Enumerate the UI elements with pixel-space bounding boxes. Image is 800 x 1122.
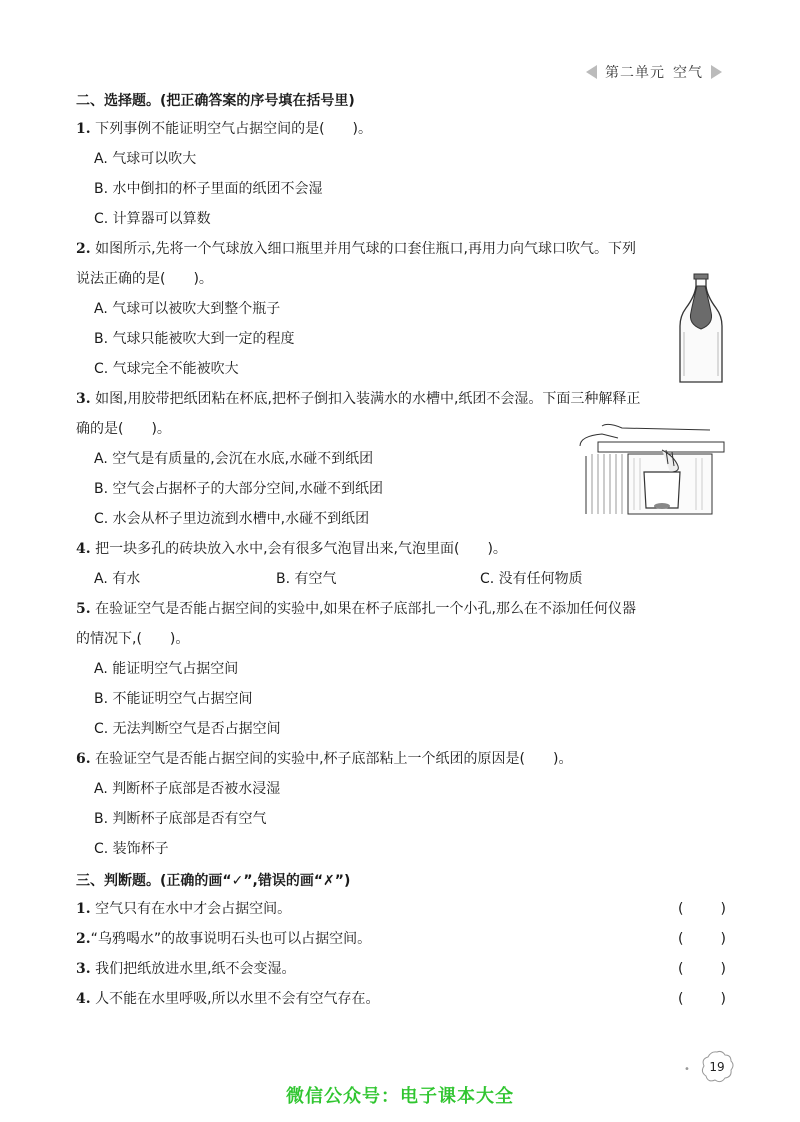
item-text: 人不能在水里呼吸,所以水里不会有空气存在。 (95, 991, 380, 1007)
question-5 (76, 594, 726, 624)
unit-label: 第二单元 (605, 65, 665, 81)
option-a: A. 气球可以被吹大到整个瓶子 (94, 301, 281, 317)
left-triangle-icon (586, 65, 597, 79)
option-b: B. 水中倒扣的杯子里面的纸团不会湿 (94, 181, 323, 197)
option-b: B. 空气会占据杯子的大部分空间,水碰不到纸团 (94, 481, 383, 497)
question-number: 3. (76, 391, 91, 407)
page-number-badge (700, 1050, 734, 1084)
question-number: 1. (76, 121, 91, 137)
answer-blank[interactable]: ( ) (678, 991, 726, 1007)
option-c: C. 没有任何物质 (480, 571, 583, 587)
question-2 (76, 234, 726, 264)
section-choice-title: 二、选择题。(把正确答案的序号填在括号里) (76, 93, 355, 109)
question-number: 5. (76, 601, 91, 617)
question-text-continued: 确的是( )。 (76, 421, 171, 437)
question-number: 6. (76, 751, 91, 767)
watermark-text: 微信公众号：电子课本大全 (286, 1086, 514, 1107)
question-3 (76, 384, 726, 414)
option-a: A. 空气是有质量的,会沉在水底,水碰不到纸团 (94, 451, 374, 467)
option-b: B. 气球只能被吹大到一定的程度 (94, 331, 295, 347)
question-text: 在验证空气是否能占据空间的实验中,杯子底部粘上一个纸团的原因是( )。 (95, 751, 573, 767)
section-judge-title: 三、判断题。(正确的画“✓”,错误的画“✗”) (76, 873, 351, 889)
option-a: A. 能证明空气占据空间 (94, 661, 239, 677)
option-b: B. 不能证明空气占据空间 (94, 691, 253, 707)
question-text-continued: 说法正确的是( )。 (76, 271, 213, 287)
dot-decoration-icon: • (684, 1064, 690, 1075)
option-a: A. 判断杯子底部是否被水浸湿 (94, 781, 281, 797)
question-text: 如图,用胶带把纸团粘在杯底,把杯子倒扣入装满水的水槽中,纸团不会湿。下面三种解释正 (95, 391, 641, 407)
question-6 (76, 744, 726, 774)
option-a: A. 气球可以吹大 (94, 151, 197, 167)
judge-item-4 (76, 984, 726, 1014)
item-number: 4. (76, 991, 91, 1007)
right-triangle-icon (711, 65, 722, 79)
page-header (586, 62, 722, 82)
option-c: C. 无法判断空气是否占据空间 (94, 721, 281, 737)
worksheet-content (76, 88, 726, 1014)
item-text: 空气只有在水中才会占据空间。 (95, 901, 292, 917)
answer-blank[interactable]: ( ) (678, 901, 726, 917)
item-number: 3. (76, 961, 91, 977)
question-text: 如图所示,先将一个气球放入细口瓶里并用气球的口套住瓶口,再用力向气球口吹气。下列 (95, 241, 636, 257)
item-text: “乌鸦喝水”的故事说明石头也可以占据空间。 (90, 931, 372, 947)
topic-label: 空气 (673, 65, 703, 81)
option-b: B. 判断杯子底部是否有空气 (94, 811, 267, 827)
option-c: C. 计算器可以算数 (94, 211, 211, 227)
answer-blank[interactable]: ( ) (678, 931, 726, 947)
item-number: 1. (76, 901, 91, 917)
bottle-balloon-figure (676, 272, 726, 387)
judge-item-1 (76, 894, 726, 924)
options-row (76, 564, 726, 594)
question-number: 2. (76, 241, 91, 257)
question-text: 下列事例不能证明空气占据空间的是( )。 (95, 121, 373, 137)
option-c: C. 装饰杯子 (94, 841, 169, 857)
question-number: 4. (76, 541, 91, 557)
cup-in-tank-figure (578, 420, 726, 518)
option-b: B. 有空气 (276, 571, 337, 587)
option-a: A. 有水 (94, 571, 141, 587)
option-c: C. 水会从杯子里边流到水槽中,水碰不到纸团 (94, 511, 370, 527)
question-4 (76, 534, 726, 564)
question-text: 在验证空气是否能占据空间的实验中,如果在杯子底部扎一个小孔,那么在不添加任何仪器 (95, 601, 636, 617)
question-1 (76, 114, 726, 144)
item-text: 我们把纸放进水里,纸不会变湿。 (95, 961, 296, 977)
option-c: C. 气球完全不能被吹大 (94, 361, 239, 377)
judge-item-3 (76, 954, 726, 984)
answer-blank[interactable]: ( ) (678, 961, 726, 977)
page-number: 19 (709, 1060, 725, 1074)
question-text: 把一块多孔的砖块放入水中,会有很多气泡冒出来,气泡里面( )。 (95, 541, 507, 557)
judge-item-2 (76, 924, 726, 954)
item-number: 2. (76, 931, 91, 947)
question-text-continued: 的情况下,( )。 (76, 631, 190, 647)
